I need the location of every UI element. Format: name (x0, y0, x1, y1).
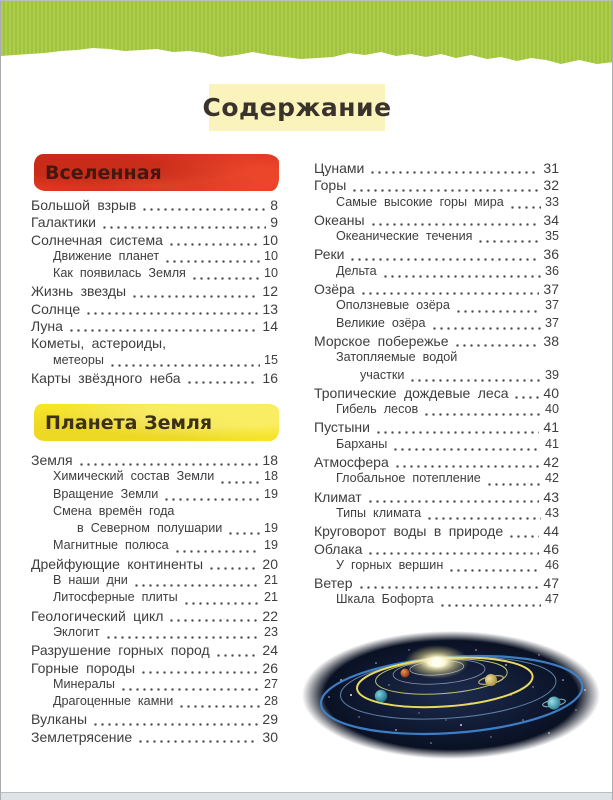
dot-leader (141, 197, 266, 214)
toc-entry-title: Кометы, астероиды, (31, 335, 166, 352)
toc-entry (314, 195, 559, 212)
toc-entry-page-number: 32 (543, 177, 559, 194)
section-banner-planet-earth-label: Планета Земля (45, 411, 213, 434)
toc-entry-page-number: 28 (263, 694, 278, 709)
toc-column-1-section-planet-earth (31, 452, 278, 746)
toc-entry-title: Химический состав Земли (53, 469, 215, 484)
toc-entry (31, 590, 278, 607)
torn-green-header-band (1, 1, 613, 67)
toc-entry-page-number: 8 (270, 197, 278, 213)
toc-entry (31, 677, 278, 694)
toc-entry-page-number: 33 (544, 194, 559, 209)
toc-entry-page-number: 36 (544, 263, 559, 278)
toc-entry-page-number: 10 (263, 266, 278, 281)
toc-entry-page-number: 41 (543, 419, 559, 436)
dot-leader (178, 694, 260, 711)
toc-entry-title: Литосферные плиты (53, 590, 178, 605)
toc-entry-page-number: 9 (270, 214, 278, 231)
toc-entry-page-number: 46 (544, 557, 559, 572)
toc-column-2-section-planet-earth (314, 160, 559, 610)
toc-column-1-section-universe (31, 197, 278, 387)
dot-leader (133, 573, 260, 590)
toc-entry (314, 385, 559, 402)
dot-leader (367, 489, 540, 506)
toc-entry-page-number: 10 (262, 231, 278, 248)
toc-entry-page-number: 44 (543, 523, 559, 540)
toc-entry (314, 558, 559, 575)
toc-entry-title: Движение планет (53, 248, 160, 263)
toc-entry (314, 160, 559, 177)
toc-entry-page-number: 18 (263, 469, 278, 484)
dot-leader (367, 541, 539, 558)
dot-leader (174, 538, 260, 555)
toc-entry-title: Земля (31, 452, 73, 468)
dot-leader (101, 214, 266, 231)
dot-leader (131, 283, 258, 300)
dot-leader (431, 316, 541, 333)
dot-leader (105, 625, 260, 642)
toc-entry-title: Цунами (314, 160, 365, 176)
toc-entry-title: Солнце (31, 300, 81, 317)
toc-entry-page-number: 19 (263, 521, 278, 536)
toc-entry-title: Большой взрыв (31, 197, 137, 213)
toc-entry-title: Вращение Земли (53, 486, 159, 501)
toc-entry (31, 573, 278, 590)
toc-entry-title: Тропические дождевые леса (314, 384, 509, 401)
toc-entry-page-number: 37 (544, 315, 559, 330)
toc-entry (31, 249, 278, 266)
toc-entry-title: Горные породы (31, 659, 136, 676)
dot-leader (163, 487, 260, 504)
toc-entry (31, 538, 278, 555)
toc-entry (314, 281, 559, 298)
toc-entry (31, 353, 278, 370)
dot-leader (120, 677, 260, 694)
toc-entry (31, 370, 278, 387)
toc-entry-page-number: 41 (544, 436, 559, 451)
dot-leader (409, 368, 541, 385)
toc-entry-page-number: 22 (262, 607, 278, 624)
dot-leader (486, 471, 541, 488)
toc-entry (31, 625, 278, 642)
toc-entry-page-number: 37 (543, 281, 559, 298)
toc-entry-title: в Северном полушарии (77, 521, 223, 536)
toc-entry (314, 212, 559, 229)
toc-entry (31, 232, 278, 249)
toc-entry (314, 541, 559, 558)
toc-entry-title: Как появилась Земля (53, 266, 186, 281)
toc-entry-page-number: 34 (543, 211, 559, 228)
dot-leader (109, 353, 260, 370)
toc-entry-title: Реки (314, 246, 345, 263)
toc-entry-page-number: 12 (262, 283, 278, 300)
toc-entry (314, 592, 559, 609)
toc-entry (31, 556, 278, 573)
section-banner-universe (34, 154, 279, 191)
dot-leader (370, 212, 540, 229)
dot-leader (509, 195, 541, 212)
dot-leader (183, 590, 260, 607)
toc-entry-page-number: 23 (263, 624, 278, 639)
toc-entry-page-number: 43 (544, 505, 559, 520)
toc-entry-title: Атмосфера (314, 454, 389, 471)
toc-entry (314, 298, 559, 315)
dot-leader (85, 301, 258, 318)
dot-leader (423, 402, 541, 419)
dot-leader (477, 229, 541, 246)
toc-entry-title: Гибель лесов (336, 402, 419, 417)
toc-entry (31, 729, 278, 746)
toc-entry-page-number: 30 (262, 728, 278, 745)
toc-entry-page-number: 24 (262, 642, 278, 659)
toc-entry-title: Затопляемые водой (336, 350, 458, 365)
dot-leader (426, 506, 541, 523)
toc-entry-title: Разрушение горных пород (31, 642, 210, 659)
dot-leader (227, 521, 260, 538)
toc-entry-page-number: 10 (263, 248, 278, 263)
toc-entry-title: Облака (314, 540, 363, 557)
toc-entry-title: Оползневые озёра (336, 298, 450, 313)
toc-entry (314, 471, 559, 488)
dot-leader (168, 232, 259, 249)
toc-entry-title: Дельта (336, 263, 377, 278)
dot-leader (351, 177, 539, 194)
toc-entry-title: Смена времён года (53, 503, 175, 518)
toc-entry (314, 419, 559, 436)
toc-entry-title: Солнечная система (31, 231, 163, 248)
dot-leader (375, 419, 539, 436)
toc-entry (31, 197, 278, 214)
planet-neptune (375, 690, 387, 702)
toc-entry-page-number: 16 (262, 369, 278, 386)
dot-leader (215, 642, 259, 659)
toc-entry (31, 521, 278, 538)
toc-entry (31, 283, 278, 300)
toc-entry (314, 229, 559, 246)
toc-entry-page-number: 26 (262, 659, 278, 676)
toc-entry (314, 264, 559, 281)
toc-entry-title: Шкала Бофорта (336, 592, 434, 607)
section-banner-planet-earth (34, 404, 279, 441)
toc-entry-page-number: 46 (543, 540, 559, 557)
toc-entry-title: метеоры (53, 352, 104, 367)
dot-leader (439, 592, 541, 609)
section-banner-universe-label: Вселенная (45, 161, 162, 184)
toc-entry-page-number: 19 (263, 538, 278, 553)
toc-entry-title: Луна (31, 318, 63, 335)
dot-leader (186, 370, 259, 387)
toc-entry-title: Геологический цикл (31, 607, 164, 624)
dot-leader (168, 608, 258, 625)
toc-entry (314, 506, 559, 523)
toc-entry-title: В наши дни (53, 573, 128, 588)
toc-entry (31, 642, 278, 659)
toc-entry-title: Ветер (314, 575, 353, 592)
toc-entry-page-number: 47 (544, 592, 559, 607)
toc-entry (31, 504, 278, 521)
dot-leader (358, 575, 540, 592)
toc-entry (314, 489, 559, 506)
toc-entry-title: Карты звёздного неба (31, 369, 181, 386)
toc-entry (31, 469, 278, 486)
toc-entry-page-number: 36 (543, 246, 559, 263)
dot-leader (92, 711, 258, 728)
dot-leader (508, 523, 539, 540)
toc-entry-page-number: 14 (262, 318, 278, 335)
dot-leader (360, 281, 540, 298)
toc-entry (31, 711, 278, 728)
page-title-box (202, 84, 392, 131)
sun (432, 657, 442, 667)
dot-leader (68, 318, 259, 335)
toc-entry (314, 454, 559, 471)
toc-entry (31, 660, 278, 677)
toc-entry-page-number: 21 (263, 573, 278, 588)
toc-entry-title: Морское побережье (314, 332, 449, 349)
dot-leader (140, 660, 258, 677)
toc-entry-title: Самые высокие горы мира (336, 194, 504, 209)
toc-entry (314, 437, 559, 454)
toc-entry (31, 301, 278, 318)
toc-entry-page-number: 27 (263, 676, 278, 691)
toc-entry-title: Вулканы (31, 711, 88, 728)
toc-entry-page-number: 21 (263, 590, 278, 605)
solar-system-illustration (301, 625, 603, 767)
dot-leader (454, 333, 540, 350)
toc-entry-page-number: 43 (543, 488, 559, 505)
toc-entry-title: Типы климата (336, 505, 422, 520)
toc-entry (314, 402, 559, 419)
toc-entry-title: Глобальное потепление (336, 471, 481, 486)
toc-entry (31, 318, 278, 335)
planet-mars (401, 669, 410, 678)
dot-leader (137, 729, 258, 746)
toc-entry-title: Озёра (314, 281, 355, 298)
toc-entry-title: Минералы (53, 676, 115, 691)
toc-entry (31, 266, 278, 283)
toc-entry-page-number: 31 (543, 160, 559, 176)
toc-entry-title: Климат (314, 488, 362, 505)
toc-entry-title: Жизнь звезды (31, 283, 127, 300)
toc-entry (31, 335, 278, 352)
toc-entry (314, 177, 559, 194)
toc-entry-title: Галактики (31, 214, 96, 231)
toc-entry (314, 368, 559, 385)
toc-entry-title: Землетрясение (31, 728, 133, 745)
toc-entry (314, 246, 559, 263)
toc-entry-page-number: 29 (262, 711, 278, 728)
toc-entry-page-number: 15 (263, 352, 278, 367)
toc-entry (31, 214, 278, 231)
toc-entry-page-number: 38 (543, 332, 559, 349)
toc-entry-page-number: 42 (543, 454, 559, 471)
toc-entry-page-number: 35 (544, 229, 559, 244)
dot-leader (394, 454, 540, 471)
toc-entry-page-number: 40 (543, 384, 559, 401)
dot-leader (369, 160, 539, 177)
toc-entry-title: Великие озёра (336, 315, 426, 330)
toc-entry-page-number: 37 (544, 298, 559, 313)
toc-entry-page-number: 13 (262, 300, 278, 317)
toc-entry (314, 575, 559, 592)
toc-entry (31, 452, 278, 469)
dot-leader (448, 558, 541, 575)
dot-leader (191, 266, 260, 283)
dot-leader (349, 246, 539, 263)
toc-entry-title: Дрейфующие континенты (31, 555, 204, 572)
toc-entry-page-number: 19 (263, 486, 278, 501)
toc-entry-page-number: 39 (544, 367, 559, 382)
toc-entry-page-number: 20 (262, 555, 278, 572)
toc-entry-title: Драгоценные камни (53, 694, 174, 709)
toc-entry (314, 316, 559, 333)
dot-leader (382, 264, 541, 281)
toc-entry-title: У горных вершин (336, 557, 444, 572)
dot-leader (164, 249, 260, 266)
toc-entry-page-number: 42 (544, 471, 559, 486)
toc-entry-title: Океаны (314, 211, 365, 228)
page-title: Содержание (202, 93, 392, 122)
dot-leader (208, 556, 258, 573)
toc-entry-title: Пустыни (314, 419, 370, 436)
toc-entry-title: Горы (314, 177, 347, 194)
toc-entry (31, 487, 278, 504)
toc-entry-title: Океанические течения (336, 229, 473, 244)
dot-leader (219, 469, 260, 486)
toc-entry-title: Круговорот воды в природе (314, 523, 504, 540)
dot-leader (392, 437, 541, 454)
toc-entry (314, 350, 559, 367)
toc-entry (31, 694, 278, 711)
toc-entry (314, 523, 559, 540)
toc-entry-page-number: 40 (544, 402, 559, 417)
toc-entry-page-number: 47 (543, 575, 559, 592)
dot-leader (455, 298, 541, 315)
dot-leader (78, 452, 259, 469)
toc-entry (314, 333, 559, 350)
toc-entry-title: Магнитные полюса (53, 538, 169, 553)
toc-entry-title: Эклогит (53, 624, 100, 639)
toc-entry-page-number: 18 (262, 452, 278, 468)
toc-entry (31, 608, 278, 625)
dot-leader (513, 385, 539, 402)
toc-entry-title: Барханы (336, 436, 388, 451)
page-bottom-edge (1, 792, 613, 800)
toc-entry-title: участки (360, 367, 405, 382)
